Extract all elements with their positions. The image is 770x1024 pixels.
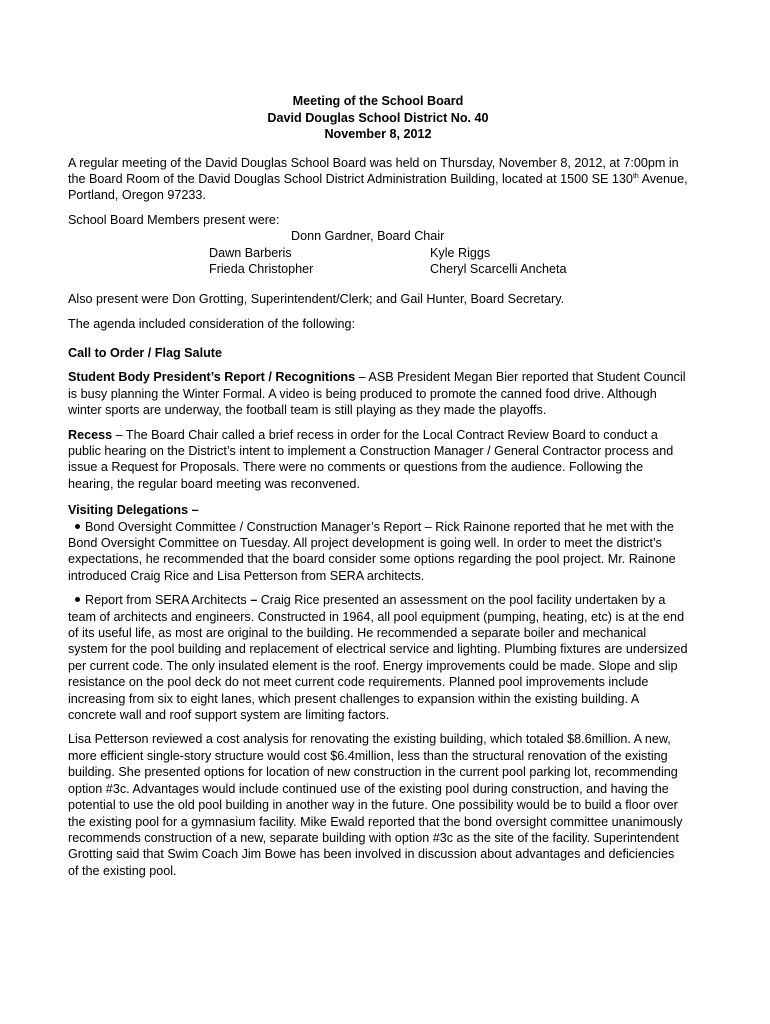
call-to-order-label: Call to Order / Flag Salute: [68, 345, 222, 360]
call-to-order-heading: [68, 345, 688, 361]
also-present: Also present were Don Grotting, Superintendent/Clerk; and Gail Hunter, Board Secretary.: [68, 292, 565, 307]
bullet-text: Bond Oversight Committee / Construction Manager’s Report – Rick Rainone reported that he met with the Bond Oversight Committee on Tuesday. All project development is going well. In order to meet the district’s expectations, he recommended that the board consider some options regarding the pool project. Mr. Rainone introduced Craig Rice and Lisa Petterson from SERA architects.: [68, 519, 676, 583]
student-report-paragraph: [68, 369, 688, 418]
members-list: [68, 228, 688, 278]
agenda-intro: The agenda included consideration of the following:: [68, 316, 356, 331]
document-title: [68, 93, 688, 143]
members-heading: School Board Members present were:: [68, 212, 280, 227]
member-name: Frieda Christopher: [209, 262, 314, 277]
member-name: Cheryl Scarcelli Ancheta: [430, 262, 567, 277]
document-body: [68, 93, 688, 879]
bullet-icon: [75, 524, 80, 529]
bullet-text: Craig Rice presented an assessment on the pool facility undertaken by a team of architects and engineers. Constructed in 1964, all pool equipment (pumping, heating, etc) is at the end of its useful life, as most are original to the building. He recommended a separate boiler and mechanical system for the pool building and replacement of electrical service and lighting. Plumbing fixtures are undersized per current code. The only insulated element is the roof. Energy improvements could be made. Slope and slip resistance on the pool deck do not meet current code requirements. Planned pool improvements include increasing from six to eight lanes, which present challenges to expansion within the existing building. A concrete wall and roof support system are limiting factors.: [68, 593, 688, 723]
bullet-item: [68, 592, 688, 723]
visiting-delegations-heading: [68, 502, 688, 518]
student-report-text: – ASB President Megan Bier reported that Student Council is busy planning the Winter Formal. A video is being produced to promote the canned food drive. Although winter sports are underway, the football team is still playing as they made the playoffs.: [68, 370, 686, 418]
recess-heading: Recess: [68, 427, 113, 442]
cost-analysis-paragraph: Lisa Petterson reviewed a cost analysis for renovating the existing building, which totaled $8.6million. A new, more efficient single-story structure would cost $6.4million, less than the structural renovation of the existing building. She presented options for location of new construction in the current pool parking lot, recommending option #3c. Advantages would include continued use of the existing pool during construction, and having the potential to use the old pool building in another way in the future. One possibility would be to build a floor over the existing pool for a gymnasium facility. Mike Ewald reported that the bond oversight committee unanimously recommends construction of a new, separate building with option #3c as the site of the facility. Superintendent Grotting said that Swim Coach Jim Bowe has been involved in discussion about advantages and deficiencies of the existing pool.: [68, 732, 683, 878]
student-report-heading: Student Body President’s Report / Recognitions: [68, 370, 356, 385]
title-line-3: November 8, 2012: [324, 127, 432, 141]
intro-text-end: Avenue, Portland, Oregon 97233.: [68, 171, 688, 203]
intro-paragraph: [68, 155, 688, 204]
member-chair: Donn Gardner, Board Chair: [291, 229, 445, 244]
bullet-item: [68, 519, 688, 585]
intro-superscript: th: [632, 172, 639, 180]
bullet-icon: [75, 597, 80, 602]
member-name: Dawn Barberis: [209, 246, 292, 261]
recess-text: – The Board Chair called a brief recess in order for the Local Contract Review Board to conduct a public hearing on the District’s intent to implement a Construction Manager / General Contractor process and issue a Request for Proposals. There were no comments or questions from the audience. Following the hearing, the regular board meeting was reconvened.: [68, 427, 674, 491]
recess-paragraph: [68, 427, 688, 493]
title-line-1: Meeting of the School Board: [292, 94, 464, 108]
bullet-dash: –: [250, 593, 258, 608]
visiting-delegations-label: Visiting Delegations –: [68, 503, 199, 518]
title-line-2: David Douglas School District No. 40: [267, 110, 489, 125]
member-name: Kyle Riggs: [430, 246, 491, 261]
intro-text: A regular meeting of the David Douglas School Board was held on Thursday, November 8, 2012, at 7:00pm in the Board Room of the David Douglas School District Administration Building, located at 1500 SE 130: [68, 155, 679, 186]
bullet-label: Report from SERA Architects: [85, 593, 251, 608]
